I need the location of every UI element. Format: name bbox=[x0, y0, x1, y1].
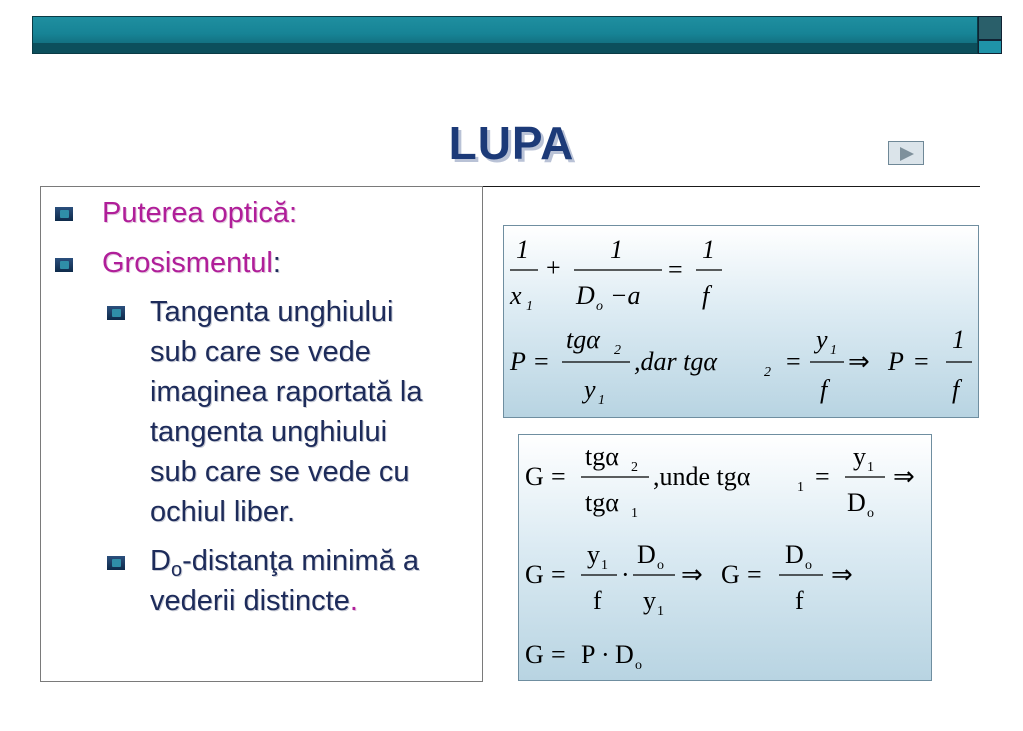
f2-P2: P bbox=[888, 347, 904, 376]
f1-d2-rest: −a bbox=[610, 281, 641, 310]
f2-eq3: = bbox=[914, 347, 929, 376]
g2-n2: D bbox=[637, 540, 656, 569]
bullet-putere-optica: Puterea optică: bbox=[102, 197, 298, 229]
formula-box-lens bbox=[503, 225, 979, 418]
grosisment-colon: : bbox=[272, 247, 281, 279]
g1-unde: ,unde tgα bbox=[653, 462, 751, 491]
f2-implies: ⇒ bbox=[848, 347, 870, 376]
f1-n2: 1 bbox=[610, 235, 623, 264]
f1-d3: f bbox=[702, 281, 710, 310]
g1-implies: ⇒ bbox=[893, 462, 915, 491]
grosisment-label: Grosismentul bbox=[102, 247, 273, 279]
play-triangle-icon bbox=[900, 147, 914, 161]
f2-d2: f bbox=[820, 375, 828, 404]
g1-n2-sub: 1 bbox=[867, 460, 874, 475]
header-square-top bbox=[978, 16, 1002, 40]
g1-den-sub: 1 bbox=[631, 506, 638, 521]
g2-dot: · bbox=[621, 560, 630, 589]
vederii-dot: . bbox=[349, 585, 358, 617]
f2-P: P bbox=[510, 347, 526, 376]
g2-d3: f bbox=[795, 586, 804, 615]
f1-plus: + bbox=[546, 253, 561, 282]
header-bar-stripe bbox=[33, 43, 977, 53]
sub-bullet-tangenta-l2: sub care se vede bbox=[150, 336, 371, 368]
f1-d1: x bbox=[510, 281, 522, 310]
formula-grosisment-svg bbox=[519, 435, 931, 680]
distanta-o-subscript: o bbox=[170, 559, 183, 581]
g1-eq2: = bbox=[815, 462, 830, 491]
sub-bullet-distanta-l2 bbox=[150, 581, 358, 621]
vederii-text: vederii distincte bbox=[150, 585, 350, 617]
g2-n3-sub: o bbox=[805, 558, 812, 573]
f2-eq: = bbox=[534, 347, 549, 376]
g1-unde-sub: 1 bbox=[797, 480, 804, 495]
f2-num: tgα bbox=[566, 325, 600, 354]
f2-d3: f bbox=[952, 375, 960, 404]
square-bullet-icon bbox=[55, 258, 73, 272]
g3-eq: = bbox=[551, 640, 566, 669]
g2-implies2: ⇒ bbox=[831, 560, 853, 589]
g2-n2-sub: o bbox=[657, 558, 664, 573]
g1-n2: y bbox=[853, 442, 866, 471]
square-bullet-icon bbox=[107, 556, 125, 570]
f1-d2-sub: o bbox=[596, 299, 603, 314]
header-bar bbox=[32, 16, 978, 54]
f2-den: y bbox=[584, 375, 596, 404]
g2-eq: = bbox=[551, 560, 566, 589]
g3-D: D bbox=[615, 640, 634, 669]
slide-title: LUPA bbox=[448, 117, 575, 169]
g2-n1-sub: 1 bbox=[601, 558, 608, 573]
g1-G: G bbox=[525, 462, 544, 491]
distanta-D: D bbox=[150, 545, 171, 577]
f2-eq2: = bbox=[786, 347, 801, 376]
sub-bullet-tangenta-l1: Tangenta unghiului bbox=[150, 296, 394, 328]
formula-box-grosisment bbox=[518, 434, 932, 681]
f1-n3: 1 bbox=[702, 235, 715, 264]
next-slide-button[interactable] bbox=[888, 141, 924, 165]
formula-lens-svg bbox=[504, 226, 978, 417]
g3-G: G bbox=[525, 640, 544, 669]
g1-num: tgα bbox=[585, 442, 619, 471]
distanta-text: -distanţa minimă a bbox=[182, 545, 420, 577]
square-bullet-icon bbox=[55, 207, 73, 221]
g2-G: G bbox=[525, 560, 544, 589]
f2-n2: y bbox=[816, 325, 828, 354]
sub-bullet-tangenta-l5: sub care se vede cu bbox=[150, 456, 410, 488]
g1-eq: = bbox=[551, 462, 566, 491]
f2-dar-sub: 2 bbox=[764, 365, 771, 380]
f1-d1-sub: 1 bbox=[526, 299, 533, 314]
g2-G2: G bbox=[721, 560, 740, 589]
sub-bullet-tangenta-l3: imaginea raportată la bbox=[150, 376, 423, 408]
g2-eq2: = bbox=[747, 560, 762, 589]
f2-dar: ,dar tgα bbox=[634, 347, 717, 376]
bullet-grosisment bbox=[102, 243, 281, 283]
sub-bullet-tangenta-l4: tangenta unghiului bbox=[150, 416, 388, 448]
f2-num-sub: 2 bbox=[614, 343, 621, 358]
f2-n2-sub: 1 bbox=[830, 343, 837, 358]
square-bullet-icon bbox=[107, 306, 125, 320]
g3-dot: · bbox=[601, 640, 610, 669]
header-square-bottom bbox=[978, 40, 1002, 54]
g2-d1: f bbox=[593, 586, 602, 615]
g1-d2: D bbox=[847, 488, 866, 517]
g1-d2-sub: o bbox=[867, 506, 874, 521]
sub-bullet-tangenta-l6: ochiul liber. bbox=[150, 496, 296, 528]
f1-eq: = bbox=[668, 255, 683, 284]
g2-d2-sub: 1 bbox=[657, 604, 664, 619]
f2-den-sub: 1 bbox=[598, 393, 605, 408]
g2-n3: D bbox=[785, 540, 804, 569]
g1-den: tgα bbox=[585, 488, 619, 517]
f2-n3: 1 bbox=[952, 325, 965, 354]
g2-d2: y bbox=[643, 586, 656, 615]
g1-num-sub: 2 bbox=[631, 460, 638, 475]
g3-D-sub: o bbox=[635, 658, 642, 673]
g3-P: P bbox=[581, 640, 596, 669]
f1-d2: D bbox=[576, 281, 595, 310]
g2-n1: y bbox=[587, 540, 600, 569]
f1-n1: 1 bbox=[516, 235, 529, 264]
g2-implies: ⇒ bbox=[681, 560, 703, 589]
